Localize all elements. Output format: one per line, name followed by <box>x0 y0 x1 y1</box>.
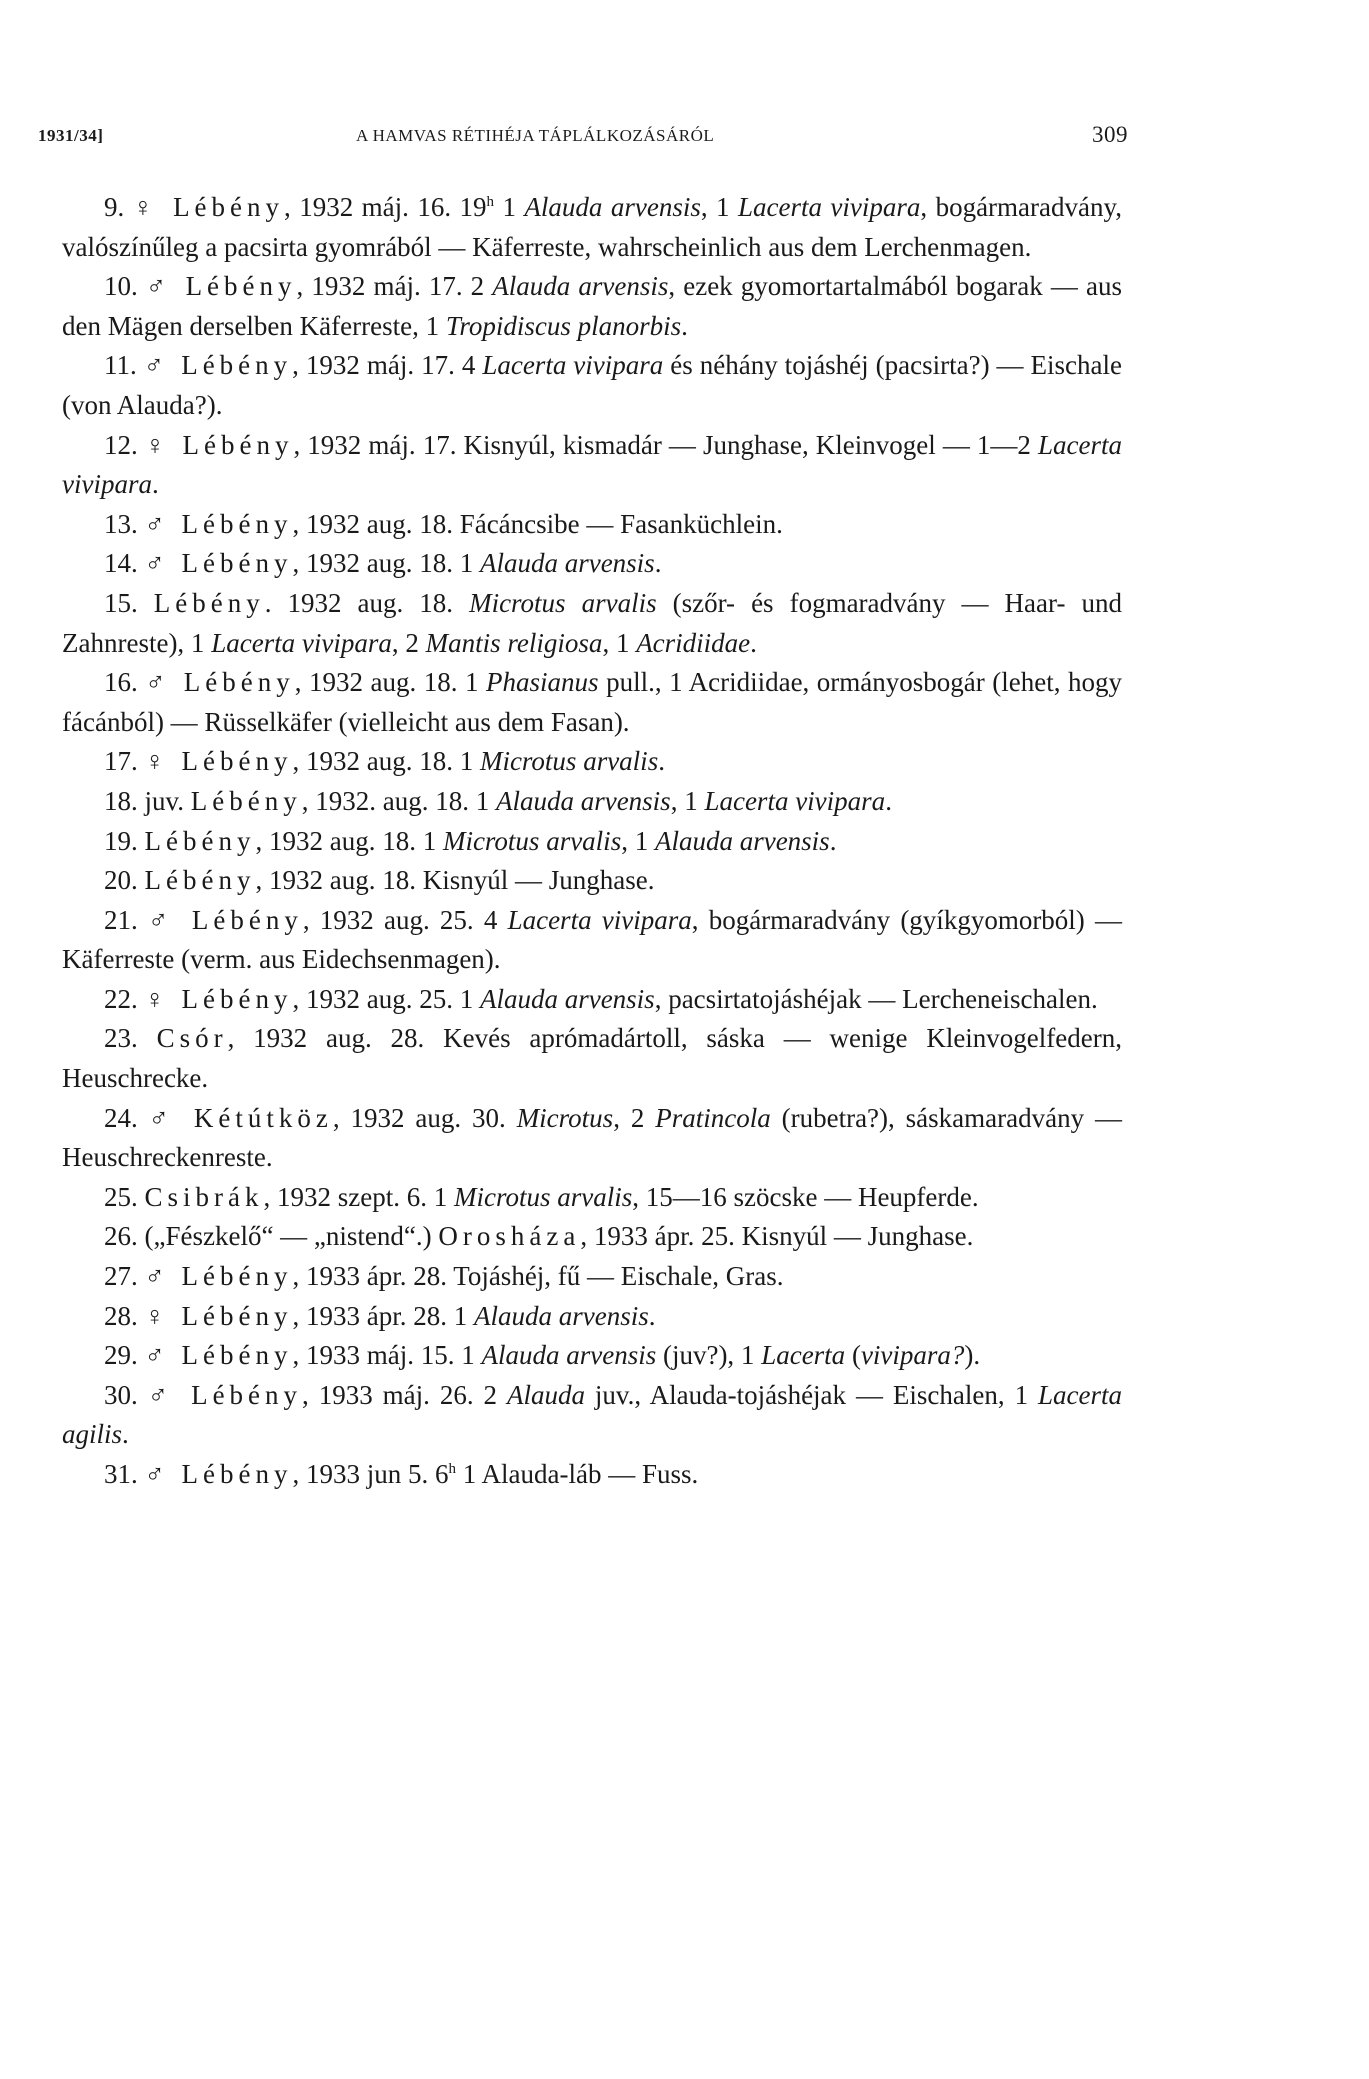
entry-text: 21. <box>104 904 148 935</box>
entry-text: . <box>658 746 665 777</box>
entry-text: 31. <box>104 1459 145 1489</box>
locality: Lébény <box>153 587 265 618</box>
entry-text: , 1933 ápr. 28. 1 <box>292 1300 474 1331</box>
locality: Lébény <box>144 865 256 896</box>
entry-text: 12. <box>104 429 145 460</box>
locality: ♀ Lébény <box>144 429 294 460</box>
species-name: Microtus arvalis <box>453 1181 633 1212</box>
species-name: Alauda arvensis <box>492 271 669 302</box>
entry-text: (juv?), 1 <box>656 1340 762 1371</box>
species-name: Alauda arvensis <box>524 192 701 222</box>
entry-text: , 1932 aug. 30. <box>332 1102 517 1133</box>
species-name: Lacerta vivipara <box>704 785 886 816</box>
locality: ♂ Lébény <box>147 1379 303 1410</box>
locality: Csór <box>156 1023 228 1054</box>
record-entry <box>62 584 1122 663</box>
record-entry <box>62 267 1122 346</box>
species-name: vivipara? <box>860 1340 965 1371</box>
entry-list <box>62 188 1122 1495</box>
species-name: Lacerta <box>761 1340 846 1371</box>
record-entry <box>62 742 1122 782</box>
entry-text: , 2 <box>613 1102 656 1133</box>
species-name: Lacerta vivipara <box>482 350 664 381</box>
entry-text: . <box>885 785 892 816</box>
locality: Csibrák <box>144 1181 264 1212</box>
entry-text: , 1933 ápr. 28. Tojáshéj, fű — Eischale, Gras. <box>292 1261 784 1292</box>
record-entry <box>62 1455 1122 1495</box>
entry-text: 25. <box>104 1181 145 1212</box>
species-name: Microtus <box>516 1102 614 1133</box>
entry-text: 11. <box>104 350 144 381</box>
entry-text: . <box>654 548 662 579</box>
locality: Orosháza <box>438 1221 581 1252</box>
entry-text: , 1932 aug. 25. 1 <box>292 983 480 1014</box>
locality: ♂ Lébény <box>147 904 303 935</box>
entry-text: 10. <box>104 271 146 302</box>
entry-text: , 1932 máj. 17. 4 <box>292 350 483 381</box>
entry-text: 22. <box>104 983 145 1014</box>
species-name: Microtus arvalis <box>442 825 622 856</box>
entry-text: , 1932. aug. 18. 1 <box>301 785 496 816</box>
record-entry <box>62 1099 1122 1178</box>
species-name: Alauda arvensis <box>479 983 655 1014</box>
entry-text: , 1 <box>670 785 705 816</box>
record-entry <box>62 1376 1122 1455</box>
entry-text: (rubetra?), sáskamaradvány — Heuschreckenreste. <box>62 1102 1122 1173</box>
species-name: Alauda arvensis <box>654 825 830 856</box>
species-name: Lacerta agilis <box>62 1379 1123 1450</box>
species-name: Alauda arvensis <box>481 1340 657 1371</box>
species-name: Lacerta vivipara <box>737 192 921 222</box>
entry-text: , 1 <box>700 192 738 222</box>
species-name: Acridiidae <box>636 627 751 658</box>
entry-text: 23. <box>104 1023 157 1054</box>
locality: ♂ Kétútköz <box>148 1102 333 1133</box>
entry-text: 18. juv. <box>104 785 191 816</box>
running-title: A HAMVAS RÉTIHÉJA TÁPLÁLKOZÁSÁRÓL <box>356 126 715 145</box>
locality: ♂ Lébény <box>145 271 297 302</box>
entry-text: 14. <box>104 548 145 579</box>
record-entry <box>62 1336 1122 1376</box>
entry-text: 29. <box>104 1340 145 1371</box>
locality: Lébény <box>190 785 302 816</box>
entry-text: , 1932 aug. 18. 1 <box>292 746 480 777</box>
entry-text: , 1933 máj. 15. 1 <box>292 1340 482 1371</box>
locality: ♀ Lébény <box>144 746 293 777</box>
species-name: Alauda arvensis <box>479 548 655 579</box>
entry-text: , 1933 máj. 26. 2 <box>302 1379 507 1410</box>
species-name: Pratincola <box>655 1102 771 1133</box>
species-name: Lacerta vivipara <box>507 904 692 935</box>
record-entry <box>62 1257 1122 1297</box>
entry-text: , 1 <box>621 825 655 856</box>
entry-text: juv., Alauda-tojáshéjak — Eischalen, 1 <box>584 1379 1039 1410</box>
entry-text: 20. <box>104 865 145 896</box>
locality: ♂ Lébény <box>143 350 293 381</box>
entry-text: , 1933 ápr. 25. Kisnyúl — Junghase. <box>580 1221 974 1252</box>
entry-text: , 1932 aug. 18. Fácáncsibe — Fasanküchlein. <box>292 508 783 539</box>
entry-text: , 1932 aug. 18. 1 <box>255 825 443 856</box>
entry-text: pull., 1 Acridiidae, ormányosbogár (lehet, hogy fácánból) — Rüsselkäfer (vielleicht aus dem Fasan). <box>62 667 1123 737</box>
species-name: Phasianus <box>486 667 599 698</box>
locality: ♂ Lébény <box>144 548 293 579</box>
species-name: Alauda <box>506 1379 585 1410</box>
entry-text: , 1932 szept. 6. 1 <box>263 1181 454 1212</box>
entry-text: 30. <box>104 1379 148 1410</box>
record-entry <box>62 822 1122 862</box>
entry-text: 13. <box>104 508 145 539</box>
record-entry <box>62 1297 1122 1337</box>
record-entry <box>62 663 1122 742</box>
locality: ♂ Lébény <box>145 667 295 698</box>
locality: ♂ Lébény <box>144 1340 293 1371</box>
record-entry <box>62 544 1122 584</box>
entry-text: . <box>648 1300 656 1331</box>
locality: ♂ Lébény <box>144 1459 293 1489</box>
entry-text: . <box>829 825 837 856</box>
entry-text: 24. <box>104 1102 149 1133</box>
entry-text: , 1 <box>602 627 637 658</box>
locality: ♂ Lébény <box>144 508 293 539</box>
entry-text: 1 Alauda-láb — Fuss. <box>455 1459 699 1489</box>
entry-text: , 1932 aug. 28. Kevés aprómadártoll, sáska — wenige Kleinvogelfedern, Heuschrecke. <box>62 1023 1122 1094</box>
entry-text: , pacsirtatojáshéjak — Lercheneischalen. <box>654 983 1098 1014</box>
species-name: Tropidiscus planorbis <box>445 310 682 341</box>
entry-text: (szőr- és fogmaradvány — Haar- und Zahnreste), 1 <box>62 587 1122 658</box>
record-entry <box>62 782 1122 822</box>
entry-text: 19. <box>104 825 145 856</box>
entry-text: , 1932 aug. 18. 1 <box>294 667 487 698</box>
entry-text: , 1932 máj. 17. Kisnyúl, kismadár — Junghase, Kleinvogel — 1—2 <box>293 429 1039 460</box>
record-entry <box>62 346 1122 425</box>
entry-text: 15. <box>104 587 154 618</box>
entry-text: . <box>681 310 688 341</box>
species-name: Alauda arvensis <box>495 785 671 816</box>
entry-text: . <box>122 1419 129 1450</box>
record-entry <box>62 901 1122 980</box>
entry-text: 26. („Fészkelő“ — „nistend“.) <box>104 1221 439 1252</box>
species-name: Microtus arvalis <box>479 746 659 777</box>
entry-text: ). <box>964 1340 981 1371</box>
entry-text: és néhány tojáshéj (pacsirta?) — Eischale (von Alauda?). <box>62 350 1122 420</box>
entry-text: , 1932 máj. 17. 2 <box>296 271 493 302</box>
record-entry <box>62 861 1122 901</box>
entry-text: ( <box>845 1340 861 1371</box>
entry-text: , 2 <box>391 627 426 658</box>
entry-text: . <box>750 627 757 658</box>
entry-text: 9. <box>104 192 133 222</box>
entry-text: , 1932 aug. 25. 4 <box>302 904 508 935</box>
entry-text: 17. <box>104 746 145 777</box>
entry-text: , 1932 máj. 16. 19 <box>284 192 487 222</box>
record-entry <box>62 1019 1122 1098</box>
superscript: h <box>486 194 495 210</box>
page-number: 309 <box>1092 122 1128 147</box>
entry-text: , 1932 aug. 18. Kisnyúl — Junghase. <box>255 865 655 896</box>
entry-text: , bogármaradvány, valószínűleg a pacsirta gyomrából — Käferreste, wahrscheinlich aus dem Lerchenmagen. <box>62 192 1122 262</box>
species-name: Lacerta vivipara <box>62 429 1123 500</box>
running-header <box>38 122 1128 152</box>
volume-year: 1931/34] <box>38 126 104 145</box>
entry-text: , 15—16 szöcske — Heupferde. <box>632 1181 979 1212</box>
entry-text: . 1932 aug. 18. <box>264 587 470 618</box>
entry-text: , bogármaradvány (gyíkgyomorból) — Käferreste (verm. aus Eidechsenmagen). <box>62 904 1122 975</box>
locality: ♂ Lébény <box>144 1261 293 1292</box>
locality: Lébény <box>144 825 256 856</box>
superscript: h <box>448 1461 456 1477</box>
entry-text: . <box>151 469 159 500</box>
species-name: Lacerta vivipara <box>211 627 392 658</box>
entry-text: 16. <box>104 667 146 698</box>
locality: ♀ Lébény <box>144 1300 293 1331</box>
locality: ♀ Lébény <box>132 192 285 222</box>
species-name: Mantis religiosa <box>425 627 603 658</box>
record-entry <box>62 505 1122 545</box>
record-entry <box>62 980 1122 1020</box>
entry-text: 27. <box>104 1261 145 1292</box>
record-entry <box>62 1217 1122 1257</box>
entry-text: , 1933 jun 5. 6 <box>292 1459 449 1489</box>
entry-text: 28. <box>104 1300 145 1331</box>
species-name: Microtus arvalis <box>469 587 657 618</box>
locality: ♀ Lébény <box>144 983 293 1014</box>
record-entry <box>62 426 1122 505</box>
entry-text: , ezek gyomortartalmából bogarak — aus den Mägen derselben Käferreste, 1 <box>62 271 1122 341</box>
record-entry <box>62 188 1122 267</box>
species-name: Alauda arvensis <box>473 1300 649 1331</box>
entry-text: 1 <box>494 192 525 222</box>
record-entry <box>62 1178 1122 1218</box>
entry-text: , 1932 aug. 18. 1 <box>292 548 480 579</box>
